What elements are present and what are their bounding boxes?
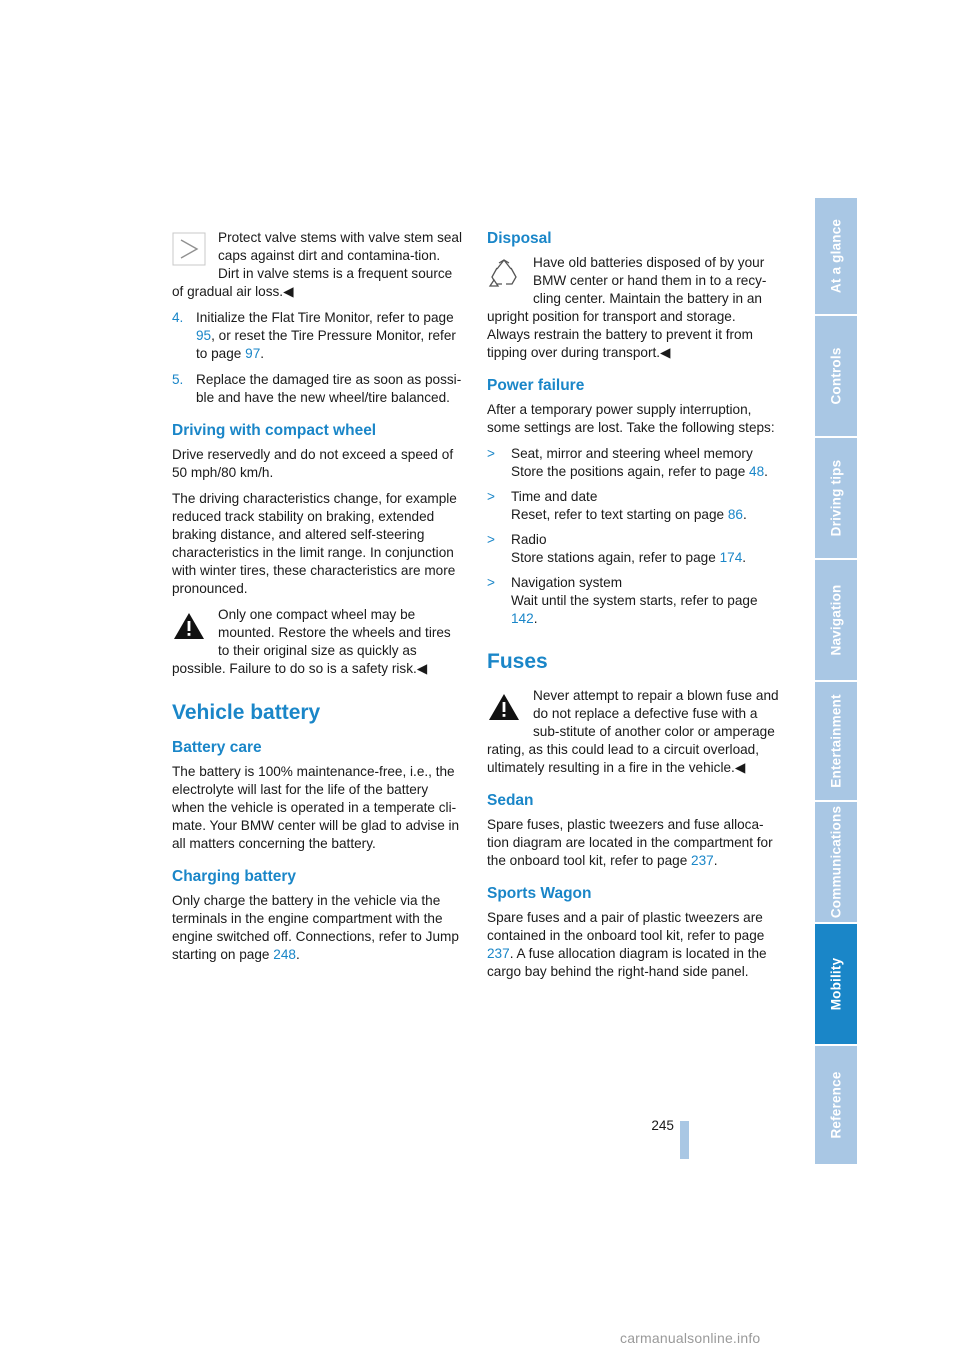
left-column bbox=[172, 229, 464, 972]
sports-wagon-body-2: . A fuse allocation diagram is located in the cargo bay behind the right-hand side panel. bbox=[487, 946, 767, 979]
tab-communications[interactable] bbox=[815, 802, 857, 924]
recycle-icon bbox=[487, 257, 521, 291]
tab-entertainment[interactable] bbox=[815, 682, 857, 802]
fuses-warning bbox=[487, 687, 779, 777]
tab-label: Controls bbox=[828, 347, 844, 405]
step-5-text: Replace the damaged tire as soon as possi-ble and have the new wheel/tire balanced. bbox=[196, 372, 462, 405]
valve-note bbox=[172, 229, 464, 301]
note-icon bbox=[172, 232, 206, 266]
page-link-248[interactable]: 248 bbox=[273, 947, 296, 962]
page-link-237[interactable]: 237 bbox=[487, 946, 510, 961]
battery-care-heading: Battery care bbox=[172, 739, 262, 756]
fuses-warning-text: Never attempt to repair a blown fuse and do not replace a defective fuse with a sub-stitute of another color or amperage rating, as this could lead to a circuit overload, ultimately resulting in a fire in the vehicle.◀ bbox=[487, 688, 779, 775]
list-item-body: Wait until the system starts, refer to page bbox=[511, 593, 758, 608]
list-item bbox=[487, 531, 779, 567]
page-link-97[interactable]: 97 bbox=[245, 346, 261, 361]
compact-wheel-speed: Drive reservedly and do not exceed a speed of 50 mph/80 km/h. bbox=[172, 447, 454, 480]
sedan-body: Spare fuses, plastic tweezers and fuse alloca-tion diagram are located in the compartment for the onboard tool kit, refer to page bbox=[487, 817, 773, 868]
list-item-body: Store stations again, refer to page bbox=[511, 550, 720, 565]
bullet: > bbox=[487, 489, 495, 504]
power-failure-heading: Power failure bbox=[487, 377, 585, 394]
fuses-heading: Fuses bbox=[487, 650, 548, 673]
disposal-note bbox=[487, 254, 779, 362]
bullet: > bbox=[487, 532, 495, 547]
list-item-text bbox=[511, 463, 779, 481]
tab-reference[interactable] bbox=[815, 1046, 857, 1164]
tab-label: Entertainment bbox=[828, 694, 844, 788]
sports-wagon-text bbox=[487, 909, 779, 981]
tab-label: Mobility bbox=[828, 957, 844, 1011]
charging-battery-end: . bbox=[295, 947, 300, 962]
tab-label: Navigation bbox=[828, 584, 844, 656]
page-link-86[interactable]: 86 bbox=[727, 507, 743, 522]
page-link-48[interactable]: 48 bbox=[749, 464, 765, 479]
step-5 bbox=[172, 371, 464, 407]
page-number: 245 bbox=[651, 1118, 674, 1133]
list-item-end: . bbox=[764, 464, 768, 479]
step-4 bbox=[172, 309, 464, 363]
step-4-text-3: . bbox=[260, 346, 265, 361]
step-4-text-2: , or reset the Tire Pressure Monitor, refer to page bbox=[196, 328, 456, 361]
page-link-142[interactable]: 142 bbox=[511, 611, 534, 626]
disposal-note-text: Have old batteries disposed of by your BMW center or hand them in to a recy-cling center. Maintain the battery in an upright position for transport and storage. Always restrain the battery to prevent it from tipping over during transport.◀ bbox=[487, 255, 767, 360]
battery-care-text: The battery is 100% maintenance-free, i.e., the electrolyte will last for the life of the battery when the vehicle is operated in a temperate cli-mate. Your BMW center will be glad to advise in all matters concerning the battery. bbox=[172, 764, 460, 851]
charging-battery-body: Only charge the battery in the vehicle via the terminals in the engine compartment with the engine switched off. Connections, refer to Jump starting on page bbox=[172, 893, 459, 962]
compact-wheel-characteristics: The driving characteristics change, for example reduced track stability on braking, extended braking distance, and altered self-steering characteristics in the limit range. In conjunction with winter tires, these characteristics are more pronounced. bbox=[172, 491, 457, 596]
vehicle-battery-heading: Vehicle battery bbox=[172, 701, 321, 724]
step-4-number: 4. bbox=[172, 310, 184, 325]
list-item-body: Reset, refer to text starting on page bbox=[511, 507, 728, 522]
sedan-text bbox=[487, 816, 779, 870]
page-link-95[interactable]: 95 bbox=[196, 328, 212, 343]
power-failure-intro: After a temporary power supply interruption, some settings are lost. Take the following steps: bbox=[487, 402, 775, 435]
page-link-174[interactable]: 174 bbox=[719, 550, 743, 565]
compact-wheel-warning-text: Only one compact wheel may be mounted. Restore the wheels and tires to their original size as quickly as possible. Failure to do so is a safety risk.◀ bbox=[172, 607, 451, 676]
sports-wagon-body-1: Spare fuses and a pair of plastic tweezers are contained in the onboard tool kit, refer to page bbox=[487, 910, 765, 943]
bullet: > bbox=[487, 575, 495, 590]
list-item-end: . bbox=[742, 550, 747, 565]
charging-battery-text bbox=[172, 892, 464, 964]
list-item-text bbox=[511, 592, 779, 628]
right-column bbox=[487, 229, 779, 989]
sedan-heading: Sedan bbox=[487, 792, 534, 809]
tab-label: Communications bbox=[828, 805, 844, 919]
warning-icon bbox=[487, 690, 521, 724]
list-item-text bbox=[511, 549, 779, 567]
step-4-text-1: Initialize the Flat Tire Monitor, refer to page bbox=[196, 310, 454, 325]
tab-label: Reference bbox=[828, 1071, 844, 1139]
watermark: carmanualsonline.info bbox=[620, 1330, 761, 1346]
tab-at-a-glance[interactable] bbox=[815, 198, 857, 316]
list-item bbox=[487, 488, 779, 524]
list-item-title: Navigation system bbox=[511, 575, 623, 590]
bullet: > bbox=[487, 446, 495, 461]
valve-note-text: Protect valve stems with valve stem seal caps against dirt and contamina-tion. Dirt in valve stems is a frequent source of gradual air loss.◀ bbox=[172, 230, 463, 299]
list-item-title: Time and date bbox=[511, 489, 598, 504]
list-item-body: Store the positions again, refer to page bbox=[511, 464, 750, 479]
list-item-end: . bbox=[743, 507, 747, 522]
disposal-heading: Disposal bbox=[487, 230, 552, 247]
sports-wagon-heading: Sports Wagon bbox=[487, 885, 592, 902]
tab-label: Driving tips bbox=[828, 459, 844, 537]
list-item-title: Radio bbox=[511, 532, 547, 547]
list-item bbox=[487, 574, 779, 628]
list-item bbox=[487, 445, 779, 481]
warning-icon bbox=[172, 609, 206, 643]
chapter-tabs bbox=[815, 198, 857, 1164]
tab-controls[interactable] bbox=[815, 316, 857, 438]
tab-navigation[interactable] bbox=[815, 560, 857, 682]
tab-mobility[interactable] bbox=[815, 924, 857, 1046]
list-item-text bbox=[511, 506, 779, 524]
list-item-title: Seat, mirror and steering wheel memory bbox=[511, 446, 753, 461]
tab-label: At a glance bbox=[828, 218, 844, 294]
charging-battery-heading: Charging battery bbox=[172, 868, 297, 885]
tab-driving-tips[interactable] bbox=[815, 438, 857, 560]
compact-wheel-warning bbox=[172, 606, 464, 678]
list-item-end: . bbox=[533, 611, 538, 626]
page-link-237[interactable]: 237 bbox=[691, 853, 714, 868]
page-number-bar bbox=[680, 1121, 689, 1159]
compact-wheel-heading: Driving with compact wheel bbox=[172, 422, 377, 439]
sedan-end: . bbox=[713, 853, 718, 868]
step-5-number: 5. bbox=[172, 372, 184, 387]
